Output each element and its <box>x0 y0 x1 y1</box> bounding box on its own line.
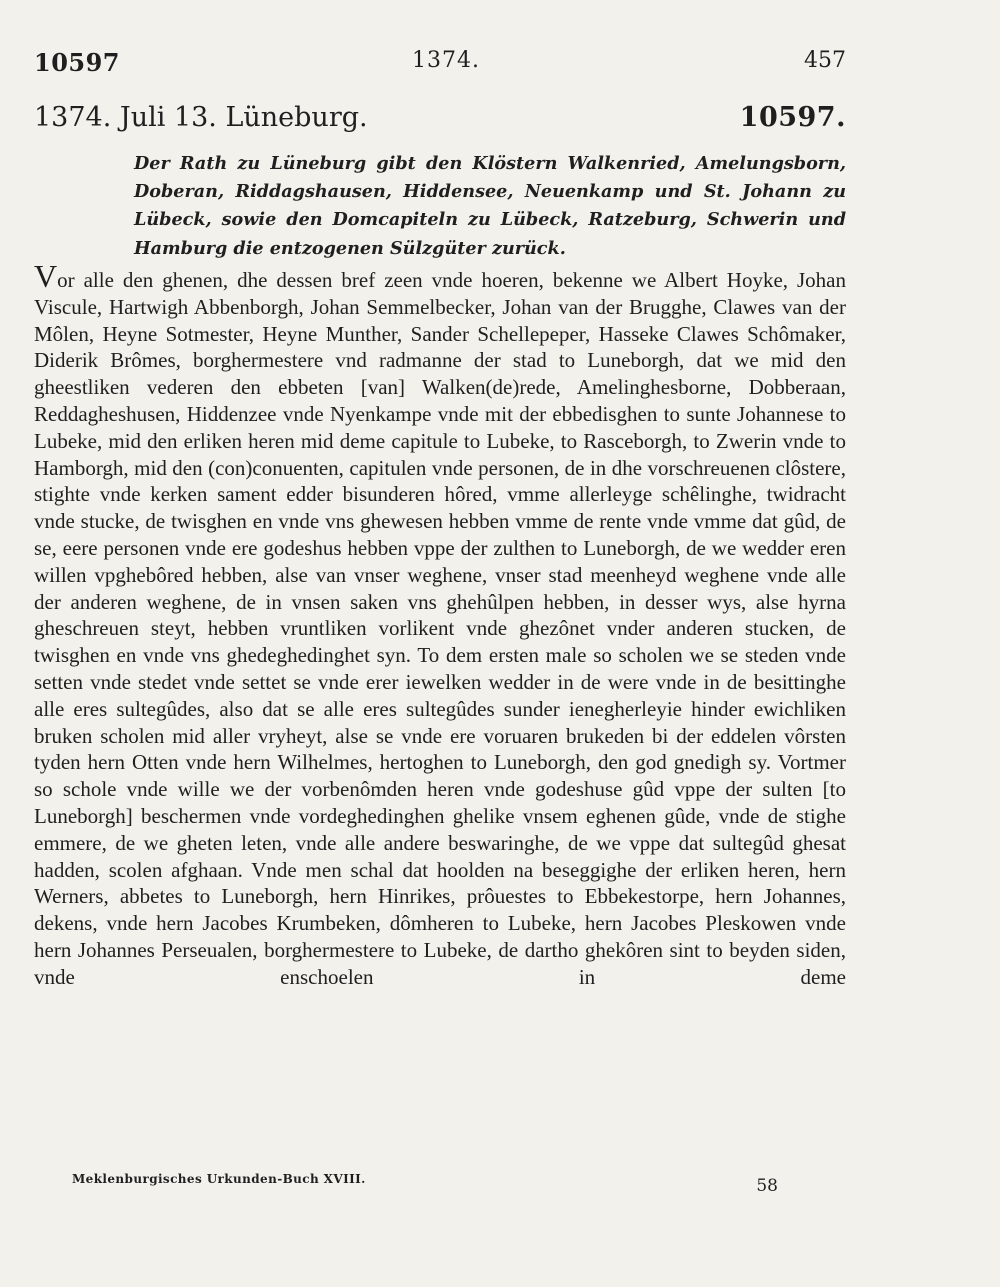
page-footer <box>72 1172 778 1196</box>
running-head-doc-number: 10597 <box>34 48 120 77</box>
document-summary: Der Rath zu Lüneburg gibt den Klöstern Walkenried, Amelungsborn, Doberan, Riddagshausen, Hiddensee, Neuenkamp und St. Johann zu Lübeck, sowie den Domcapiteln zu Lübeck, Ratzeburg, Schwerin und Hamburg die entzogenen Sülzgüter zurück. <box>134 153 846 259</box>
signature-mark: 58 <box>756 1176 778 1196</box>
running-head <box>34 48 846 78</box>
page-number: 457 <box>804 48 846 73</box>
initial-letter: V <box>34 258 58 294</box>
footer-source: Meklenburgisches Urkunden-Buch XVIII. <box>72 1172 366 1186</box>
document-date-place: 1374. Juli 13. Lüneburg. <box>34 102 368 133</box>
document-number: 10597. <box>739 102 846 133</box>
running-head-year: 1374. <box>412 48 480 73</box>
body-text: or alle den ghenen, dhe dessen bref zeen vnde hoeren, bekenne we Albert Hoyke, Johan Viscule, Hartwigh Abbenborgh, Johan Semmelbecker, Johan van der Brugghe, Clawes van der Môlen, Heyne Sotmester, Heyne Munther, Sander Schellepeper, Hasseke Clawes Schômaker, Diderik Brômes, borghermestere vnd radmanne der stad to Luneborgh, dat we mid den gheestliken vederen den ebbeten [van] Walken(de)rede, Amelinghesborne, Dobberaan, Reddagheshusen, Hiddenzee vnde Nyenkampe vnde mit der ebbedisghen to sunte Johannese to Lubeke, mid den erliken heren mid deme capitule to Lubeke, to Rasceborgh, to Zwerin vnde to Hamborgh, mid den (con)conuenten, capitulen vnde personen, de in dhe vorschreuenen clôstere, stighte vnde kerken sament edder bisunderen hôred, vmme allerleyge schêlinghe, twidracht vnde stucke, de twisghen en vnde vns ghewesen hebben vmme de rente vnde vmme dat gûd, de se, eere personen vnde ere godeshus hebben vppe der zulthen to Luneborgh, de we wedder eren willen vpghebôred hebben, alse van vnser weghene, vnser stad meenheyd weghene vnde alle der anderen weghene, de in vnsen saken vns ghehûlpen hebben, in desser wys, alse hyrna gheschreuen steyt, hebben vruntliken vorlikent vnde ghezônet vnder anderen stucken, de twisghen en vnde vns ghedeghedinghet syn. To dem ersten male so scholen we se steden vnde setten vnde stedet vnde settet se vnde erer iewelken wedder in de were vnde in de besittinghe alle eres sultegûdes, also dat se alle eres sultegûdes sunder ienegherleyie hinder ewichliken bruken scholen mid aller vryheyt, alse se vnde ere voruaren brukeden bi der eddelen vôrsten tyden hern Otten vnde hern Wilhelmes, hertoghen to Luneborgh, den god gnedigh sy. Vortmer so schole vnde wille we der vorbenômden heren vnde godeshuse gûd vppe der sulten [to Luneborgh] beschermen vnde vordeghedinghen ghelike vnsem eghenen gûde, vnde de stighe emmere, de we gheten leten, vnde alle andere beswaringhe, de we vppe dat sultegûd ghesat hadden, scolen afghaan. Vnde men schal dat hoolden na beseggighe der erliken heren, hern Werners, abbetes to Luneborgh, hern Hinrikes, prôuestes to Ebbekestorpe, hern Johannes, dekens, vnde hern Jacobes Krumbeken, dômheren to Lubeke, hern Jacobes Pleskowen vnde hern Johannes Perseualen, borghermestere to Lubeke, de dartho ghekôren sint to beyden siden, vnde enschoelen in deme <box>34 268 846 989</box>
document-heading <box>34 102 846 138</box>
document-body <box>34 258 846 991</box>
